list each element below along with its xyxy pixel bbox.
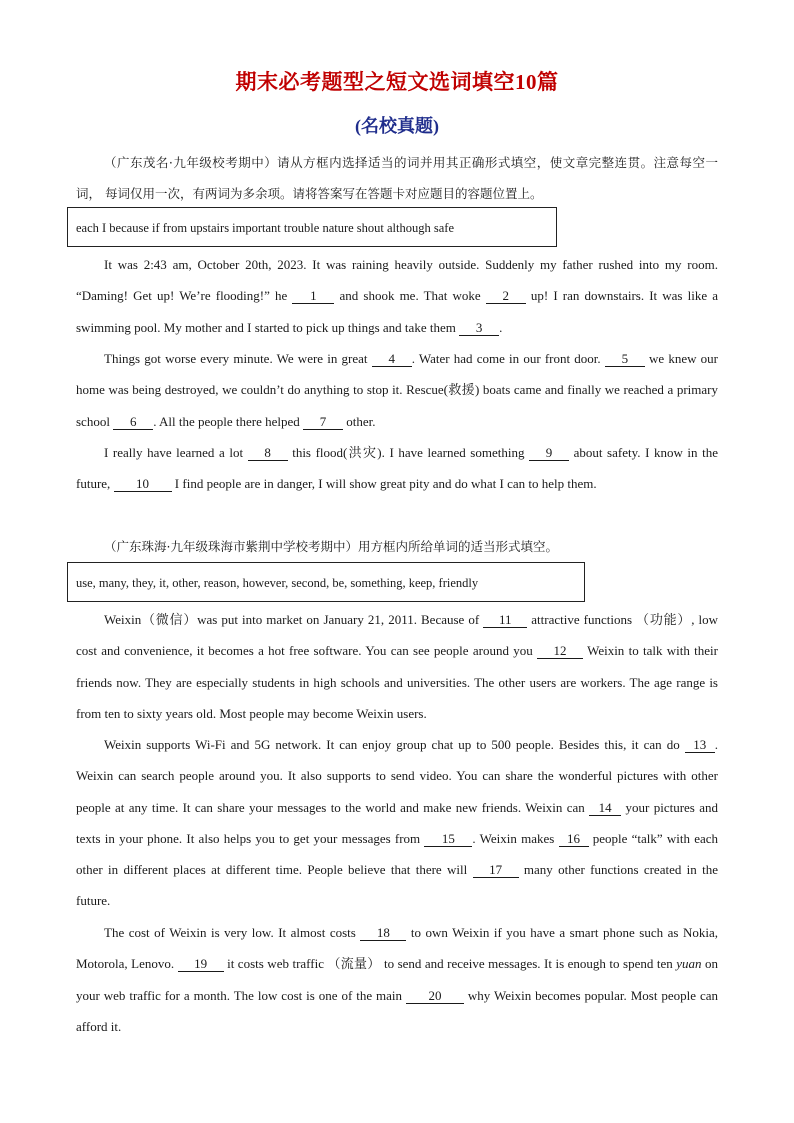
answer-blank-8[interactable]: 8: [248, 446, 288, 461]
answer-blank-16[interactable]: 16: [559, 832, 589, 847]
answer-blank-15[interactable]: 15: [424, 832, 472, 847]
answer-blank-20[interactable]: 20: [406, 989, 464, 1004]
section1-source: （广东茂名·九年级校考期中）请从方框内选择适当的词并用其正确形式填空，使文章完整连贯。注意每空一词， 每词仅用一次，有两词为多余项。请将答案写在答题卡对应题目的容题位置上。: [76, 155, 718, 202]
section1-paragraph-1: It was 2:43 am, October 20th, 2023. It was raining heavily outside. Suddenly my father rushed into my room. “Daming! Get up! We’re flooding!” he 1 and shook me. That woke 2 up! I ran downstairs. It was like a swimming pool. My mother and I started to pick up things and take them 3 .: [76, 257, 718, 335]
answer-blank-1[interactable]: 1: [292, 289, 334, 304]
section1-paragraph-2: Things got worse every minute. We were in great 4 . Water had come in our front door. 5 we knew our home was being destroyed, we couldn’t do anything to stop it. Rescue(救援) boats came and finally we reached a primary school 6 . All the people there helped 7 other.: [76, 351, 718, 429]
answer-blank-10[interactable]: 10: [114, 477, 172, 492]
section2-paragraph-3: The cost of Weixin is very low. It almost costs 18 to own Weixin if you have a smart phone such as Nokia, Motorola, Lenovo. 19 it costs web traffic （流量） to send and receive messages. It is enough to spend ten yuan on your web traffic for a month. The low cost is one of the main 20 why Weixin becomes popular. Most people can afford it.: [76, 925, 719, 1034]
answer-blank-13[interactable]: 13: [685, 738, 715, 753]
answer-blank-9[interactable]: 9: [529, 446, 569, 461]
answer-blank-2[interactable]: 2: [486, 289, 526, 304]
section1-word-box: each I because if from upstairs important trouble nature shout although safe: [67, 207, 557, 247]
answer-blank-6[interactable]: 6: [113, 415, 153, 430]
answer-blank-18[interactable]: 18: [360, 926, 406, 941]
answer-blank-14[interactable]: 14: [589, 801, 621, 816]
answer-blank-17[interactable]: 17: [473, 863, 519, 878]
section2-word-box: use, many, they, it, other, reason, however, second, be, something, keep, friendly: [67, 562, 585, 602]
answer-blank-19[interactable]: 19: [178, 957, 224, 972]
answer-blank-11[interactable]: 11: [483, 613, 527, 628]
section2-paragraph-1: Weixin（微信）was put into market on January 21, 2011. Because of 11 attractive functions （功能）, low cost and convenience, it becomes a hot free software. You can see people around you 12 Weixin to talk with their friends now. They are especially students in high schools and universities. The other users are workers. The age range is from ten to sixty years old. Most people may become Weixin users.: [76, 612, 718, 721]
answer-blank-7[interactable]: 7: [303, 415, 343, 430]
answer-blank-12[interactable]: 12: [537, 644, 583, 659]
section2-source: （广东珠海·九年级珠海市紫荆中学校考期中）用方框内所给单词的适当形式填空。: [104, 539, 558, 554]
section1-paragraph-3: I really have learned a lot 8 this flood(洪灾). I have learned something 9 about safety. I know in the future, 10 I find people are in danger, I will show great pity and do what I can to help them.: [76, 445, 718, 492]
page-title: 期末必考题型之短文选词填空10篇: [235, 70, 559, 94]
answer-blank-4[interactable]: 4: [372, 352, 412, 367]
section2-paragraph-2: Weixin supports Wi-Fi and 5G network. It can enjoy group chat up to 500 people. Besides this, it can do 13 . Weixin can search people around you. It also supports to send video. You can share the wonderful pictures with other people at any time. It can share your messages to the world and make new friends. Weixin can 14 your pictures and texts in your phone. It also helps you to get your messages from 15 . Weixin makes 16 people “talk” with each other in different places at different time. People believe that there will 17 many other functions created in the future.: [76, 737, 719, 909]
answer-blank-5[interactable]: 5: [605, 352, 645, 367]
answer-blank-3[interactable]: 3: [459, 321, 499, 336]
page-subtitle: (名校真题): [355, 116, 439, 136]
